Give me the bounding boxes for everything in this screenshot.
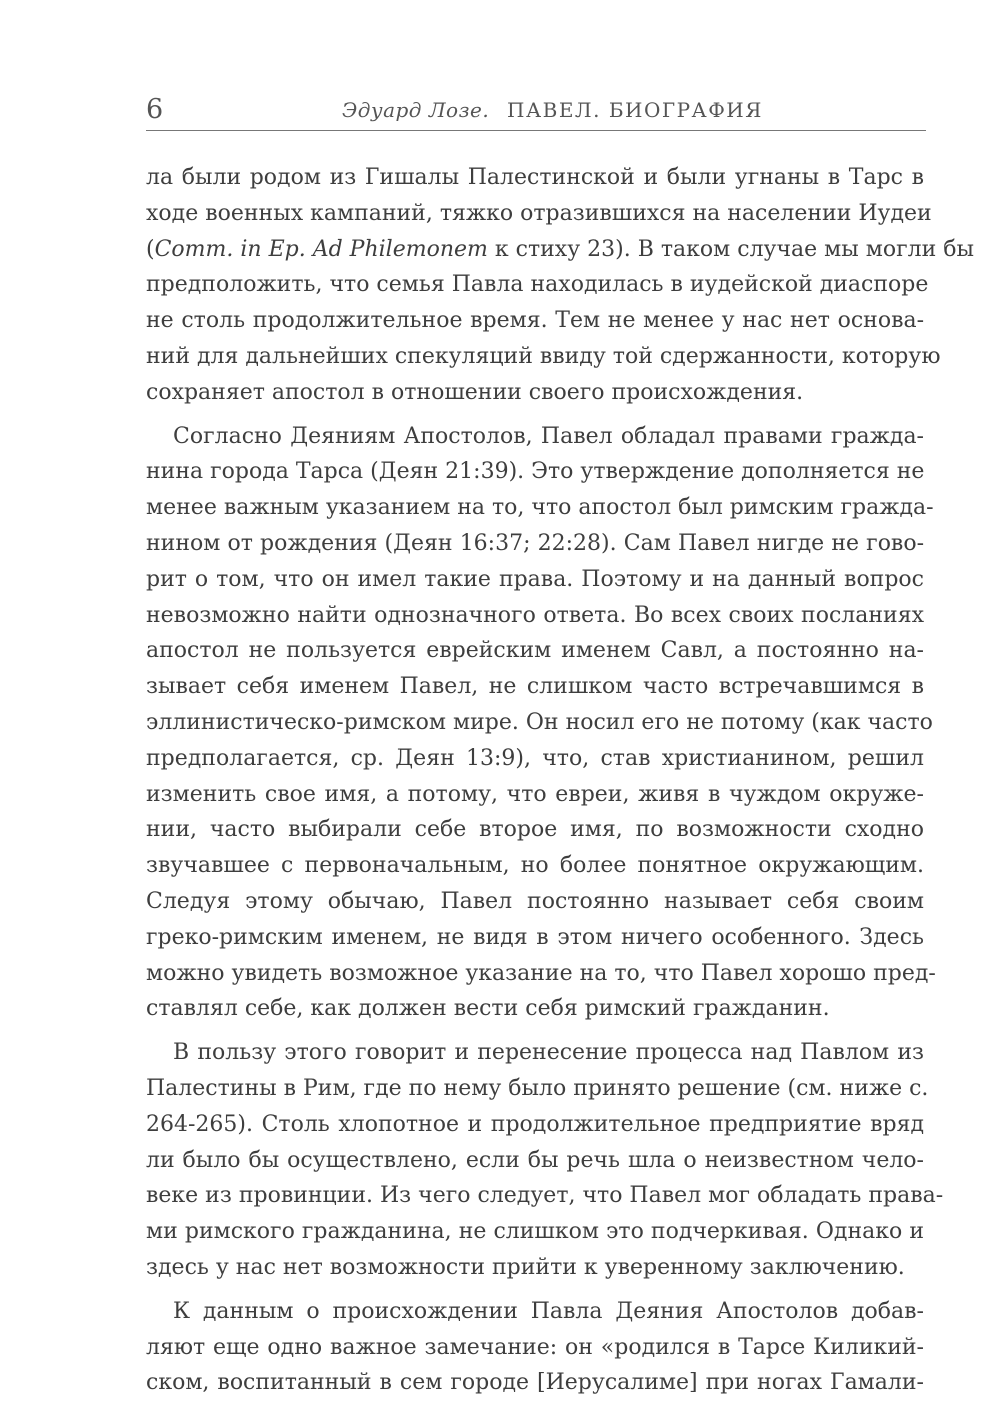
text-line: апостол не пользуется еврейским именем Савл, а постоянно на- (146, 638, 924, 664)
text-line: рит о том, что он имел такие права. Поэтому и на данный вопрос (146, 566, 924, 592)
book-title: ПАВЕЛ. БИОГРАФИЯ (507, 98, 763, 122)
text-line: ми римского гражданина, не слишком это подчеркивая. Однако и (146, 1219, 924, 1245)
text-line: сохраняет апостол в отношении своего происхождения. (146, 379, 804, 405)
text-line: веке из провинции. Из чего следует, что Павел мог обладать права- (146, 1183, 944, 1209)
open-paren: ( (146, 236, 155, 262)
text-line: греко-римским именем, не видя в этом ничего особенного. Здесь (146, 924, 924, 950)
text-line: В пользу этого говорит и перенесение процесса над Павлом из (173, 1040, 924, 1066)
paragraph (146, 419, 936, 1028)
text-line: ла были родом из Гишалы Палестинской и были угнаны в Тарс в (146, 165, 924, 190)
running-title (342, 98, 763, 122)
text-line: ляют еще одно важное замечание: он «родился в Тарсе Киликий- (146, 1334, 924, 1360)
paragraph (146, 160, 975, 411)
text-line: нии, часто выбирали себе второе имя, по возможности сходно (146, 817, 924, 843)
paragraph (146, 1294, 924, 1401)
text-line: Следуя этому обычаю, Павел постоянно называет себя своим (146, 888, 924, 914)
text-line: не столь продолжительное время. Тем не менее у нас нет основа- (146, 308, 924, 334)
text-line: нина города Тарса (Деян 21:39). Это утверждение дополняется не (146, 459, 925, 485)
citation-rest: к стиху 23). В таком случае мы могли бы (487, 236, 975, 262)
text-line: Согласно Деяниям Апостолов, Павел обладал правами гражда- (173, 423, 924, 449)
body-text (146, 160, 975, 1401)
text-line: нином от рождения (Деян 16:37; 22:28). Сам Павел нигде не гово- (146, 530, 924, 556)
text-line: ставлял себе, как должен вести себя римский гражданин. (146, 996, 830, 1022)
text-line: менее важным указанием на то, что апостол был римским гражда- (146, 495, 934, 521)
page-number: 6 (146, 94, 164, 125)
text-line: ходе военных кампаний, тяжко отразившихся на населении Иудеи (146, 200, 932, 226)
text-line: 264-265). Столь хлопотное и продолжительное предприятие вряд (146, 1111, 924, 1137)
running-header (146, 90, 926, 136)
text-line: К данным о происхождении Павла Деяния Апостолов добав- (173, 1298, 924, 1324)
text-line: зывает себя именем Павел, не слишком часто встречавшимся в (146, 674, 924, 700)
running-author: Эдуард Лозе. (342, 98, 490, 122)
citation-title: Comm. in Ep. Ad Philemonem (154, 236, 488, 262)
header-rule (146, 130, 926, 131)
text-line: ний для дальнейших спекуляций ввиду той сдержанности, которую (146, 343, 941, 369)
text-line: эллинистическо-римском мире. Он носил его не потому (как часто (146, 709, 933, 735)
text-line: Палестины в Рим, где по нему было принято решение (см. ниже с. (146, 1075, 929, 1101)
text-line: невозможно найти однозначного ответа. Во всех своих посланиях (146, 602, 924, 628)
text-line: здесь у нас нет возможности прийти к уверенному заключению. (146, 1254, 905, 1280)
text-line: предположить, что семья Павла находилась в иудейской диаспоре (146, 272, 929, 298)
text-line: ли было бы осуществлено, если бы речь шла о неизвестном чело- (146, 1147, 924, 1173)
text-line (146, 232, 975, 268)
text-line: ском, воспитанный в сем городе [Иерусалиме] при ногах Гамали- (146, 1370, 924, 1396)
text-line: можно увидеть возможное указание на то, что Павел хорошо пред- (146, 960, 936, 986)
text-line: звучавшее с первоначальным, но более понятное окружающим. (146, 853, 924, 879)
text-line: изменить свое имя, а потому, что евреи, живя в чуждом окруже- (146, 781, 924, 807)
text-line: предполагается, ср. Деян 13:9), что, став христианином, решил (146, 745, 924, 771)
paragraph (146, 1035, 944, 1286)
